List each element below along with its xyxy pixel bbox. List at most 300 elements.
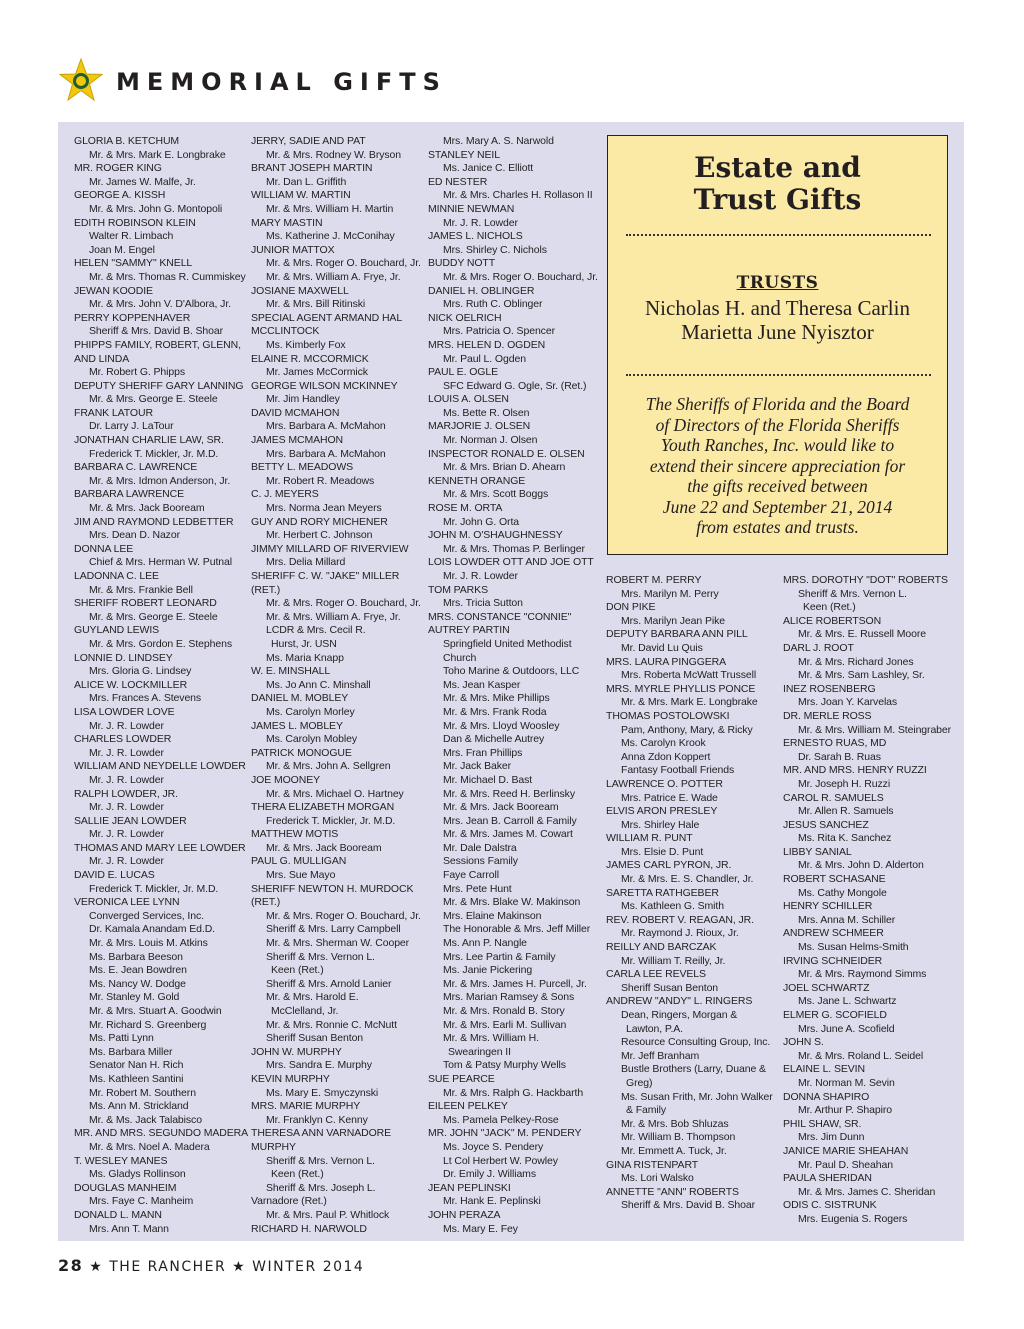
donor-name: Sheriff & Mrs. Larry Campbell xyxy=(266,923,401,936)
section-title: MEMORIAL GIFTS xyxy=(116,68,447,96)
honoree-name: C. J. MEYERS xyxy=(251,488,319,501)
donor-name: Mr. & Mrs. Roger O. Bouchard, Jr. xyxy=(266,909,421,922)
honoree-name: SUE PEARCE xyxy=(428,1072,495,1085)
honoree-name: MATTHEW MOTIS xyxy=(251,828,339,841)
trusts-heading: TRUSTS xyxy=(736,273,819,293)
donor-name: Sheriff Susan Benton xyxy=(266,1032,364,1045)
honoree-name: LONNIE D. LINDSEY xyxy=(74,651,173,664)
donor-name: Mrs. Shirley C. Nichols xyxy=(443,243,547,256)
donor-name: Frederick T. Mickler, Jr. M.D. xyxy=(89,882,219,895)
donor-name: Mr. & Mrs. Roland L. Seidel xyxy=(798,1049,924,1062)
honoree-name: BUDDY NOTT xyxy=(428,257,496,270)
honoree-name: LOUIS A. OLSEN xyxy=(428,393,509,406)
donor-name: Mr. James W. Malfe, Jr. xyxy=(89,175,196,188)
donor-name: Mr. & Mrs. Raymond Simms xyxy=(798,968,927,981)
donor-name: Sheriff & Mrs. David B. Shoar xyxy=(621,1199,756,1212)
donor-name: Mr. & Mrs. William M. Steingraber xyxy=(798,723,952,736)
honoree-name: CAROL R. SAMUELS xyxy=(783,791,884,804)
donor-name: Mr. & Mrs. Scott Boggs xyxy=(443,488,549,501)
honoree-name: JAMES CARL PYRON, JR. xyxy=(606,859,732,872)
honoree-name: DARL J. ROOT xyxy=(783,641,854,654)
honoree-name: GLORIA B. KETCHUM xyxy=(74,135,180,147)
donor-name: Ms. Mary E. Smyczynski xyxy=(266,1086,379,1099)
memorial-column-4 xyxy=(606,574,773,1213)
honoree-name: AND LINDA xyxy=(74,352,130,365)
donor-name: Mrs. Barbara A. McMahon xyxy=(266,447,386,460)
appreciation-line: Youth Ranches, Inc. would like to xyxy=(660,435,895,455)
donor-name: Dr. Sarah B. Ruas xyxy=(798,750,881,763)
honoree-name: DONNA SHAPIRO xyxy=(783,1090,870,1103)
donor-name: Mr. & Mrs. Blake W. Makinson xyxy=(443,896,581,909)
donor-name: Mr. William T. Reilly, Jr. xyxy=(621,954,726,967)
trust-name: Marietta June Nyisztor xyxy=(681,320,874,344)
donor-name: Mr. & Mrs. Roger O. Bouchard, Jr. xyxy=(443,270,598,283)
honoree-name: JANICE MARIE SHEAHAN xyxy=(783,1144,909,1157)
donor-name: Mr. & Mrs. William A. Frye, Jr. xyxy=(266,270,401,283)
donor-name: Mr. Jack Baker xyxy=(443,760,512,773)
donor-name: Toho Marine & Outdoors, LLC xyxy=(443,665,580,678)
honoree-name: RALPH LOWDER, JR. xyxy=(74,787,178,800)
donor-name: Mrs. Shirley Hale xyxy=(621,818,700,831)
donor-name: Sheriff & Mrs. Vernon L. xyxy=(266,950,375,963)
donor-name: Sheriff Susan Benton xyxy=(621,981,719,994)
honoree-name: JOHN W. MURPHY xyxy=(251,1045,342,1058)
donor-name: Mr. & Mrs. Sam Lashley, Sr. xyxy=(798,669,925,682)
honoree-name: MR. AND MRS. HENRY RUZZI xyxy=(783,764,927,777)
donor-name: Mr. & Mrs. Roger O. Bouchard, Jr. xyxy=(266,597,421,610)
honoree-name: DONNA LEE xyxy=(74,542,134,555)
donor-name: Ms. Nancy W. Dodge xyxy=(89,977,186,990)
honoree-name: TOM PARKS xyxy=(428,583,488,596)
donor-name: Ms. Maria Knapp xyxy=(266,651,344,664)
honoree-name: MRS. LAURA PINGGERA xyxy=(606,655,727,668)
honoree-name: EDITH ROBINSON KLEIN xyxy=(74,216,196,229)
honoree-name: DONALD L. MANN xyxy=(74,1208,162,1221)
donor-name: Mr. & Mrs. John D. Alderton xyxy=(798,859,924,872)
appreciation-line: the gifts received between xyxy=(687,476,868,496)
donor-name: Mr. & Mrs. John A. Sellgren xyxy=(266,760,391,773)
honoree-name: CARLA LEE REVELS xyxy=(606,968,706,981)
donor-name: Mr. & Mrs. E. S. Chandler, Jr. xyxy=(621,873,754,886)
donor-name: Mr. John G. Orta xyxy=(443,515,520,528)
donor-name: Sheriff & Mrs. Vernon L. xyxy=(798,587,907,600)
donor-name: Walter R. Limbach xyxy=(89,230,174,243)
honoree-name: JEAN PEPLINSKI xyxy=(428,1181,511,1194)
donor-name: Mr. & Mrs. Noel A. Madera xyxy=(89,1140,210,1153)
donor-name: Frederick T. Mickler, Jr. M.D. xyxy=(266,814,396,827)
donor-name: Mrs. Joan Y. Karvelas xyxy=(798,696,898,709)
donor-name: Ms. Barbara Beeson xyxy=(89,950,183,963)
honoree-name: JAMES L. MOBLEY xyxy=(251,719,343,732)
donor-name: Mr. & Mrs. James C. Sheridan xyxy=(798,1185,936,1198)
donor-name: Sessions Family xyxy=(443,855,518,868)
donor-name: Fantasy Football Friends xyxy=(621,764,735,777)
honoree-name: PAUL E. OGLE xyxy=(428,366,498,379)
dotted-divider xyxy=(626,374,931,376)
donor-name: Mrs. Jean B. Carroll & Family xyxy=(443,814,577,827)
donor-name: Mr. Norman J. Olsen xyxy=(443,434,538,447)
donor-name: Mr. & Mrs. Sherman W. Cooper xyxy=(266,937,410,950)
honoree-name: PERRY KOPPENHAVER xyxy=(74,311,191,324)
box-title-line-1: Estate and xyxy=(694,151,861,184)
honoree-name: BARBARA C. LAWRENCE xyxy=(74,461,198,474)
honoree-name: BARBARA LAWRENCE xyxy=(74,488,185,501)
donor-name: Mrs. Barbara A. McMahon xyxy=(266,420,386,433)
donor-name: Mrs. Gloria G. Lindsey xyxy=(89,665,192,678)
donor-name: Pam, Anthony, Mary, & Ricky xyxy=(621,723,753,736)
donor-name: Springfield United Methodist xyxy=(443,637,572,650)
honoree-name: MR. JOHN "JACK" M. PENDERY xyxy=(428,1127,582,1140)
honoree-name: HENRY SCHILLER xyxy=(783,900,873,913)
donor-name: Mr. & Mrs. Richard Jones xyxy=(798,655,914,668)
donor-name: Mr. & Mrs. Louis M. Atkins xyxy=(89,937,208,950)
honoree-name: GUYLAND LEWIS xyxy=(74,624,160,637)
donor-name: Mr. Robert G. Phipps xyxy=(89,366,186,379)
honoree-name: DANIEL M. MOBLEY xyxy=(251,692,349,705)
honoree-name: MRS. MARIE MURPHY xyxy=(251,1100,361,1113)
donor-name: Mr. James McCormick xyxy=(266,366,368,379)
honoree-name: GEORGE WILSON MCKINNEY xyxy=(251,379,398,392)
donor-name: Ms. Lori Walsko xyxy=(621,1172,694,1185)
honoree-name: LAWRENCE O. POTTER xyxy=(606,777,723,790)
honoree-name: SHERIFF C. W. "JAKE" MILLER xyxy=(251,570,400,582)
donor-name: Mr. J. R. Lowder xyxy=(89,828,164,841)
donor-name: Mr. J. R. Lowder xyxy=(89,773,164,786)
donor-name: Mr. & Mrs. Harold E. xyxy=(266,991,359,1004)
honoree-name: SPECIAL AGENT ARMAND HAL xyxy=(251,311,403,324)
honoree-name: FRANK LATOUR xyxy=(74,406,153,419)
donor-name: Mr. J. R. Lowder xyxy=(89,719,164,732)
donor-name: Mr. & Mrs. Frankie Bell xyxy=(89,583,193,596)
honoree-name: BETTY L. MEADOWS xyxy=(251,461,354,474)
donor-name: Ms. Pamela Pelkey-Rose xyxy=(443,1113,559,1126)
donor-name: Hurst, Jr. USN xyxy=(271,637,337,650)
donor-name: Ms. Susan Frith, Mr. John Walker xyxy=(621,1090,773,1103)
donor-name: Ms. Jo Ann C. Minshall xyxy=(266,678,371,691)
donor-name: LCDR & Mrs. Cecil R. xyxy=(266,624,366,637)
honoree-name: DOUGLAS MANHEIM xyxy=(74,1181,177,1194)
donor-name: Sheriff & Mrs. Joseph L. xyxy=(266,1181,376,1194)
donor-name: & Family xyxy=(626,1104,667,1117)
donor-name: Mrs. Pete Hunt xyxy=(443,882,512,895)
donor-name: Ms. Carolyn Morley xyxy=(266,705,355,718)
donor-name: Mrs. Sue Mayo xyxy=(266,869,336,882)
donor-name: Ms. Cathy Mongole xyxy=(798,886,887,899)
donor-name: Ms. Susan Helms-Smith xyxy=(798,941,909,954)
honoree-name: MR. ROGER KING xyxy=(74,162,162,175)
honoree-name: VERONICA LEE LYNN xyxy=(74,896,180,909)
honoree-name: JOSIANE MAXWELL xyxy=(251,284,349,297)
honoree-name: REILLY AND BARCZAK xyxy=(606,941,717,954)
donor-name: Ms. Mary E. Fey xyxy=(443,1222,518,1235)
honoree-name: T. WESLEY MANES xyxy=(74,1154,168,1167)
honoree-name: JAMES MCMAHON xyxy=(251,434,344,447)
donor-name: Dan & Michelle Autrey xyxy=(443,733,545,746)
honoree-name: WILLIAM R. PUNT xyxy=(606,832,693,845)
donor-name: Keen (Ret.) xyxy=(271,964,324,977)
honoree-name: SHERIFF NEWTON H. MURDOCK xyxy=(251,882,414,895)
sheriff-star-icon xyxy=(58,58,104,104)
honoree-name: MINNIE NEWMAN xyxy=(428,202,515,215)
donor-name: Mr. & Mrs. Lloyd Woosley xyxy=(443,719,560,732)
memorial-column-5 xyxy=(783,574,951,1227)
honoree-name: MCCLINTOCK xyxy=(251,325,320,338)
donor-name: Mr. Dale Dalstra xyxy=(443,841,517,854)
box-title xyxy=(608,152,947,216)
footer-separator: ★ xyxy=(232,1259,247,1275)
donor-name: Mr. & Mrs. William H. Martin xyxy=(266,202,394,215)
donor-name: Ms. Carolyn Mobley xyxy=(266,733,357,746)
donor-name: Greg) xyxy=(626,1076,653,1089)
honoree-name: KEVIN MURPHY xyxy=(251,1072,330,1085)
honoree-name: JONATHAN CHARLIE LAW, SR. xyxy=(74,434,224,447)
honoree-name: ANDREW SCHMEER xyxy=(783,927,884,940)
donor-name: Mr. & Mrs. Charles H. Rollason II xyxy=(443,189,593,202)
donor-name: Ms. Janie Pickering xyxy=(443,964,533,977)
honoree-name: THOMAS POSTOLOWSKI xyxy=(606,709,730,722)
donor-name: Mr. Robert M. Southern xyxy=(89,1086,196,1099)
donor-name: Mr. Franklyn C. Kenny xyxy=(266,1113,368,1126)
honoree-name: (RET.) xyxy=(251,896,281,909)
donor-name: Mr. & Ms. Jack Talabisco xyxy=(89,1113,202,1126)
honoree-name: DEPUTY SHERIFF GARY LANNING xyxy=(74,379,244,392)
donor-name: Mrs. Elaine Makinson xyxy=(443,909,542,922)
page-number: 28 xyxy=(58,1256,84,1275)
donor-name: Mr. J. R. Lowder xyxy=(89,746,164,759)
appreciation-line: The Sheriffs of Florida and the Board xyxy=(645,394,910,414)
honoree-name: IRVING SCHNEIDER xyxy=(783,954,883,967)
donor-name: Bustle Brothers (Larry, Duane & xyxy=(621,1063,766,1076)
memorial-column-2 xyxy=(251,135,421,1236)
donor-name: Mr. Arthur P. Shapiro xyxy=(798,1104,893,1117)
donor-name: Mr. & Mrs. E. Russell Moore xyxy=(798,628,926,641)
donor-name: Mr. & Mrs. Ronald B. Story xyxy=(443,1005,565,1017)
donor-name: Anna Zdon Koppert xyxy=(621,750,711,763)
donor-name: Mrs. Tricia Sutton xyxy=(443,597,523,610)
donor-name: Mrs. Lee Partin & Family xyxy=(443,950,556,963)
honoree-name: JOHN S. xyxy=(783,1036,824,1049)
donor-name: Mrs. Frances A. Stevens xyxy=(89,692,202,705)
honoree-name: ALICE ROBERTSON xyxy=(783,614,882,627)
donor-name: Mr. & Mrs. Mike Phillips xyxy=(443,692,550,705)
donor-name: Ms. Patti Lynn xyxy=(89,1032,154,1045)
honoree-name: WILLIAM W. MARTIN xyxy=(251,189,351,202)
donor-name: Mr. & Mrs. William A. Frye, Jr. xyxy=(266,610,401,623)
honoree-name: SALLIE JEAN LOWDER xyxy=(74,814,187,827)
honoree-name: MRS. HELEN D. OGDEN xyxy=(428,338,546,351)
donor-name: Mr. & Mrs. Mark E. Longbrake xyxy=(89,148,226,161)
donor-name: Chief & Mrs. Herman W. Putnal xyxy=(89,556,232,569)
honoree-name: JOEL SCHWARTZ xyxy=(783,981,870,994)
honoree-name: W. E. MINSHALL xyxy=(251,665,331,678)
donor-name: Mr. Raymond J. Rioux, Jr. xyxy=(621,927,739,940)
honoree-name: ELMER G. SCOFIELD xyxy=(783,1009,887,1021)
donor-name: Mr. & Mrs. Frank Roda xyxy=(443,705,547,718)
donor-name: Mrs. Jim Dunn xyxy=(798,1131,865,1144)
honoree-name: JAMES L. NICHOLS xyxy=(428,230,523,243)
donor-name: Mr. Herbert C. Johnson xyxy=(266,529,373,542)
honoree-name: JIM AND RAYMOND LEDBETTER xyxy=(74,515,234,528)
donor-name: Dr. Larry J. LaTour xyxy=(89,420,174,433)
donor-name: Mrs. Sandra E. Murphy xyxy=(266,1059,372,1072)
honoree-name: PATRICK MONOGUE xyxy=(251,746,352,759)
honoree-name: KENNETH ORANGE xyxy=(428,474,526,487)
donor-name: Mr. Dan L. Griffith xyxy=(266,175,347,188)
honoree-name: MARY MASTIN xyxy=(251,216,323,229)
footer-separator: ★ xyxy=(89,1259,104,1275)
donor-name: Mr. J. R. Lowder xyxy=(89,855,164,868)
appreciation-line: of Directors of the Florida Sheriffs xyxy=(655,414,900,435)
donor-name: Dr. Kamala Anandam Ed.D. xyxy=(89,923,215,936)
honoree-name: AUTREY PARTIN xyxy=(428,624,510,637)
honoree-name: RICHARD H. NARWOLD xyxy=(251,1222,367,1235)
donor-name: Ms. Kimberly Fox xyxy=(266,338,346,351)
donor-name: Mr. & Mrs. John V. D'Albora, Jr. xyxy=(89,298,231,311)
honoree-name: ALICE W. LOCKMILLER xyxy=(74,678,188,691)
honoree-name: LADONNA C. LEE xyxy=(74,570,159,582)
honoree-name: JIMMY MILLARD OF RIVERVIEW xyxy=(251,542,409,555)
honoree-name: GUY AND RORY MICHENER xyxy=(251,515,388,528)
donor-name: Mr. Hank E. Peplinski xyxy=(443,1195,541,1208)
honoree-name: MRS. DOROTHY "DOT" ROBERTS xyxy=(783,574,948,586)
honoree-name: SHERIFF ROBERT LEONARD xyxy=(74,597,217,610)
donor-name: Mr. & Mrs. Idmon Anderson, Jr. xyxy=(89,474,231,487)
donor-name: Mr. & Mrs. Jack Booream xyxy=(266,841,382,854)
honoree-name: JESUS SANCHEZ xyxy=(783,818,869,831)
donor-name: Mr. & Mrs. Paul P. Whitlock xyxy=(266,1208,390,1221)
donor-name: Ms. Ann P. Nangle xyxy=(443,937,527,950)
honoree-name: STANLEY NEIL xyxy=(428,148,500,161)
honoree-name: DAVID MCMAHON xyxy=(251,406,340,419)
donor-name: Senator Nan H. Rich xyxy=(89,1059,184,1072)
honoree-name: DAVID E. LUCAS xyxy=(74,869,155,882)
honoree-name: LOIS LOWDER OTT AND JOE OTT xyxy=(428,556,594,569)
donor-name: Mr. & Mrs. Jack Booream xyxy=(443,801,559,814)
honoree-name: THERA ELIZABETH MORGAN xyxy=(251,801,395,814)
donor-name: Ms. Gladys Rollinson xyxy=(89,1168,186,1181)
donor-name: Sheriff & Mrs. David B. Shoar xyxy=(89,325,224,338)
page-header xyxy=(58,58,658,108)
donor-name: Dean, Ringers, Morgan & xyxy=(621,1009,738,1021)
donor-name: Ms. Kathleen Santini xyxy=(89,1072,184,1085)
donor-name: Frederick T. Mickler, Jr. M.D. xyxy=(89,447,219,460)
donor-name: Mrs. Anna M. Schiller xyxy=(798,913,896,926)
donor-name: Mr. & Mrs. Ronnie C. McNutt xyxy=(266,1018,397,1031)
honoree-name: ROBERT M. PERRY xyxy=(606,574,702,586)
donor-name: Mr. Norman M. Sevin xyxy=(798,1076,895,1089)
donor-name: Mr. & Mrs. Ralph G. Hackbarth xyxy=(443,1086,584,1099)
appreciation-line: June 22 and September 21, 2014 xyxy=(662,496,893,517)
donor-name: Mrs. Norma Jean Meyers xyxy=(266,502,382,515)
donor-name: Mr. William B. Thompson xyxy=(621,1131,736,1144)
honoree-name: PAUL G. MULLIGAN xyxy=(251,855,347,868)
donor-name: Keen (Ret.) xyxy=(271,1168,324,1181)
honoree-name: SARETTA RATHGEBER xyxy=(606,886,719,899)
donor-name: Mr. Paul D. Sheahan xyxy=(798,1158,893,1171)
honoree-name: Varnadore (Ret.) xyxy=(251,1195,327,1208)
honoree-name: DEPUTY BARBARA ANN PILL xyxy=(606,628,748,641)
honoree-name: ERNESTO RUAS, MD xyxy=(783,737,887,750)
donor-name: Mrs. Elsie D. Punt xyxy=(621,845,704,858)
donor-name: Mrs. Mary A. S. Narwold xyxy=(443,135,554,147)
honoree-name: ELAINE L. SEVIN xyxy=(783,1063,865,1076)
donor-name: Mr. Jeff Branham xyxy=(621,1049,700,1062)
donor-name: Mr. Richard S. Greenberg xyxy=(89,1018,207,1031)
donor-name: Mr. Joseph H. Ruzzi xyxy=(798,777,891,790)
donor-name: Mrs. Roberta McWatt Trussell xyxy=(621,669,757,682)
donor-name: Ms. Janice C. Elliott xyxy=(443,162,534,175)
honoree-name: MR. AND MRS. SEGUNDO MADERA xyxy=(74,1127,249,1140)
donor-name: The Honorable & Mrs. Jeff Miller xyxy=(443,923,591,936)
honoree-name: ROSE M. ORTA xyxy=(428,502,503,515)
honoree-name: DANIEL H. OBLINGER xyxy=(428,284,535,297)
donor-name: Sheriff & Mrs. Arnold Lanier xyxy=(266,977,392,990)
donor-name: Mrs. June A. Scofield xyxy=(798,1022,895,1035)
honoree-name: MURPHY xyxy=(251,1140,296,1153)
box-title-line-2: Trust Gifts xyxy=(693,183,862,216)
honoree-name: MRS. MYRLE PHYLLIS PONCE xyxy=(606,682,756,695)
honoree-name: JOE MOONEY xyxy=(251,773,321,786)
honoree-name: MRS. CONSTANCE "CONNIE" xyxy=(428,610,572,623)
donor-name: Mr. Michael D. Bast xyxy=(443,773,533,786)
honoree-name: ANNETTE "ANN" ROBERTS xyxy=(606,1185,739,1198)
honoree-name: EILEEN PELKEY xyxy=(428,1100,508,1113)
donor-name: Mr. & Mrs. George E. Steele xyxy=(89,393,218,406)
honoree-name: PAULA SHERIDAN xyxy=(783,1172,872,1185)
donor-name: Ms. Rita K. Sanchez xyxy=(798,832,892,845)
donor-name: Mr. & Mrs. Bob Shluzas xyxy=(621,1117,729,1130)
donor-name: Church xyxy=(443,651,477,664)
honoree-name: JEWAN KOODIE xyxy=(74,284,153,297)
honoree-name: (RET.) xyxy=(251,583,281,596)
donor-name: Mrs. Patricia O. Spencer xyxy=(443,325,555,338)
donor-name: Mrs. Faye C. Manheim xyxy=(89,1195,194,1208)
donor-name: Mr. & Mrs. Earli M. Sullivan xyxy=(443,1018,567,1031)
honoree-name: THERESA ANN VARNADORE xyxy=(251,1127,392,1140)
donor-name: Mrs. Marilyn Jean Pike xyxy=(621,614,725,627)
donor-name: Mr. & Mrs. James M. Cowart xyxy=(443,828,573,841)
honoree-name: PHIPPS FAMILY, ROBERT, GLENN, xyxy=(74,338,241,351)
donor-name: Mrs. Ruth C. Oblinger xyxy=(443,298,543,311)
donor-name: Ms. Barbara Miller xyxy=(89,1045,173,1058)
donor-name: Mr. J. R. Lowder xyxy=(443,216,518,229)
donor-name: Mr. & Mrs. Bill Ritinski xyxy=(266,298,366,311)
appreciation-line: extend their sincere appreciation for xyxy=(649,455,906,476)
donor-name: Dr. Emily J. Williams xyxy=(443,1168,536,1181)
donor-name: Mrs. Marian Ramsey & Sons xyxy=(443,991,575,1004)
donor-name: Mr. & Mrs. George E. Steele xyxy=(89,610,218,623)
donor-name: Mr. & Mrs. John G. Montopoli xyxy=(89,202,223,215)
donor-name: Joan M. Engel xyxy=(89,243,155,256)
donor-name: Mr. & Mrs. Mark E. Longbrake xyxy=(621,696,758,709)
donor-name: Swearingen II xyxy=(448,1045,511,1058)
donor-name: Mrs. Dean D. Nazor xyxy=(89,529,180,542)
donor-name: Mrs. Fran Phillips xyxy=(443,746,523,759)
memorial-column-3 xyxy=(428,135,598,1236)
honoree-name: DON PIKE xyxy=(606,601,656,614)
donor-name: Ms. Bette R. Olsen xyxy=(443,406,530,419)
donor-name: Mrs. Eugenia S. Rogers xyxy=(798,1212,908,1225)
donor-name: Ms. E. Jean Bowdren xyxy=(89,964,187,977)
donor-name: Mr. Emmett A. Tuck, Jr. xyxy=(621,1144,727,1157)
donor-name: Mr. & Mrs. Thomas R. Cummiskey xyxy=(89,270,246,283)
honoree-name: JOHN M. O'SHAUGHNESSY xyxy=(428,529,563,542)
honoree-name: ODIS C. SISTRUNK xyxy=(783,1199,877,1212)
donor-name: Ms. Carolyn Krook xyxy=(621,737,706,750)
trust-name: Nicholas H. and Theresa Carlin xyxy=(645,296,910,320)
donor-name: SFC Edward G. Ogle, Sr. (Ret.) xyxy=(443,379,587,392)
honoree-name: REV. ROBERT V. REAGAN, JR. xyxy=(606,913,754,926)
